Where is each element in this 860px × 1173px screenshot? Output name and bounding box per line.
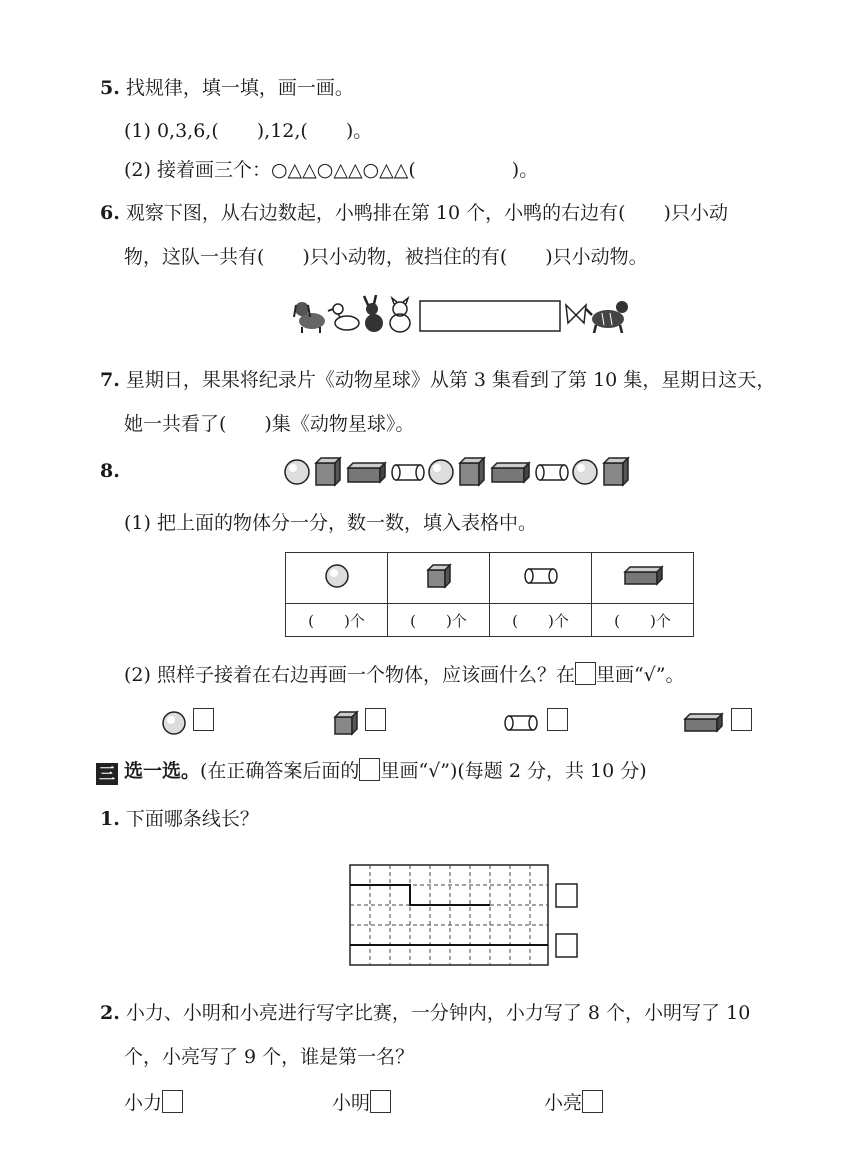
sphere-count[interactable]: ( )个: [286, 604, 388, 637]
option-cube: [332, 708, 386, 737]
q5-number: 5.: [100, 77, 120, 99]
s3q2-line2: 个，小亮写了 9 个，谁是第一名？: [124, 1046, 415, 1068]
butterfly-icon: [566, 305, 586, 323]
option-xiaoming-label: 小明: [332, 1092, 371, 1114]
cube-icon: [460, 458, 484, 485]
line-grid-figure: [348, 862, 583, 968]
option-xiaoli-label: 小力: [124, 1092, 163, 1114]
q8-number: 8.: [100, 460, 120, 482]
section3-title: 选一选。: [124, 760, 201, 782]
s3q1-text: 下面哪条线长？: [125, 808, 259, 830]
xiaoliang-answer-box[interactable]: [582, 1090, 603, 1113]
cube-icon: [604, 458, 628, 485]
q6-line1-text: 观察下图，从右边数起，小鸭排在第 10 个，小鸭的右边有( )只小动: [125, 202, 728, 224]
q5-sub2: [124, 157, 538, 183]
sphere-icon: [573, 460, 597, 484]
cube-count[interactable]: ( )个: [388, 604, 490, 637]
option-xiaoli: [124, 1090, 183, 1116]
sample-answer-box: [575, 662, 596, 685]
q5-sub2-prefix: (2) 接着画三个：○△△○△△○△△(: [124, 159, 416, 181]
section3-note-suffix: 里画“√”)(每题 2 分，共 10 分): [380, 760, 647, 782]
cuboid-count[interactable]: ( )个: [592, 604, 694, 637]
q5-title: [100, 75, 354, 101]
cube-icon: [332, 709, 360, 737]
option-cuboid: [682, 708, 752, 737]
s3q2-line1: [100, 1000, 750, 1026]
q7-line1-text: 星期日，果果将纪录片《动物星球》从第 3 集看到了第 10 集，星期日这天，: [125, 369, 776, 391]
s3q2-number: 2.: [100, 1002, 120, 1024]
s3q1: [100, 806, 259, 832]
cuboid-icon: [492, 463, 529, 482]
option-xiaoliang: [544, 1090, 603, 1116]
q8-sub2: [124, 662, 685, 688]
option-sphere: [160, 708, 214, 737]
q5-title-text: 找规律，填一填，画一画。: [125, 77, 354, 99]
option-cylinder: [502, 708, 568, 737]
rabbit-icon: [364, 295, 383, 332]
cylinder-icon: [536, 465, 568, 480]
count-table: [285, 552, 694, 637]
cat-icon: [390, 298, 410, 332]
cube-icon: [316, 458, 340, 485]
section3-note-prefix: (在正确答案后面的: [200, 760, 360, 782]
option-xiaoming: [332, 1090, 391, 1116]
table-cylinder-cell: [490, 553, 592, 604]
tiger-icon: [586, 301, 628, 333]
q8-sub1: (1) 把上面的物体分一分，数一数，填入表格中。: [124, 512, 537, 534]
q7-line2: 她一共看了( )集《动物星球》。: [124, 413, 415, 435]
q5-sub1: (1) 0,3,6,( ),12,( )。: [124, 120, 373, 142]
sphere-answer-box[interactable]: [193, 708, 214, 731]
section3-sample-box: [359, 758, 380, 781]
q7-number: 7.: [100, 369, 120, 391]
q5-sub2-suffix: )。: [511, 159, 539, 181]
cylinder-icon: [502, 709, 542, 737]
table-cube-cell: [388, 553, 490, 604]
xiaoming-answer-box[interactable]: [370, 1090, 391, 1113]
line-b-answer-box[interactable]: [556, 934, 577, 957]
duck-icon: [328, 304, 359, 330]
q6-line2: 物，这队一共有( )只小动物，被挡住的有( )只小动物。: [124, 246, 648, 268]
cover-box: [420, 301, 560, 331]
table-cuboid-cell: [592, 553, 694, 604]
q8-object-sequence: [284, 455, 630, 489]
cuboid-icon: [682, 709, 726, 737]
option-xiaoliang-label: 小亮: [544, 1092, 583, 1114]
cylinder-icon: [392, 465, 424, 480]
cube-icon: [424, 561, 454, 591]
q8-sub2-prefix: (2) 照样子接着在右边再画一个物体，应该画什么？在: [124, 664, 575, 686]
cube-answer-box[interactable]: [365, 708, 386, 731]
cuboid-icon: [621, 561, 665, 591]
s3q2-line1-text: 小力、小明和小亮进行写字比赛，一分钟内，小力写了 8 个，小明写了 10: [125, 1002, 751, 1024]
sphere-icon: [322, 561, 352, 591]
cuboid-answer-box[interactable]: [731, 708, 752, 731]
sphere-icon: [429, 460, 453, 484]
section3-header: [96, 758, 647, 785]
cylinder-count[interactable]: ( )个: [490, 604, 592, 637]
q8-sub2-suffix: 里画“√”。: [595, 664, 685, 686]
animal-queue-figure: [292, 295, 632, 337]
q6-number: 6.: [100, 202, 120, 224]
cylinder-answer-box[interactable]: [547, 708, 568, 731]
cylinder-icon: [521, 561, 561, 591]
q6-line1: [100, 200, 728, 226]
sphere-icon: [285, 460, 309, 484]
q7-line1: [100, 367, 775, 393]
sphere-icon: [160, 709, 188, 737]
cuboid-icon: [348, 463, 385, 482]
xiaoli-answer-box[interactable]: [162, 1090, 183, 1113]
section-badge: 三: [96, 763, 118, 785]
table-sphere-cell: [286, 553, 388, 604]
dog-icon: [294, 302, 325, 333]
s3q1-number: 1.: [100, 808, 120, 830]
line-a-answer-box[interactable]: [556, 884, 577, 907]
